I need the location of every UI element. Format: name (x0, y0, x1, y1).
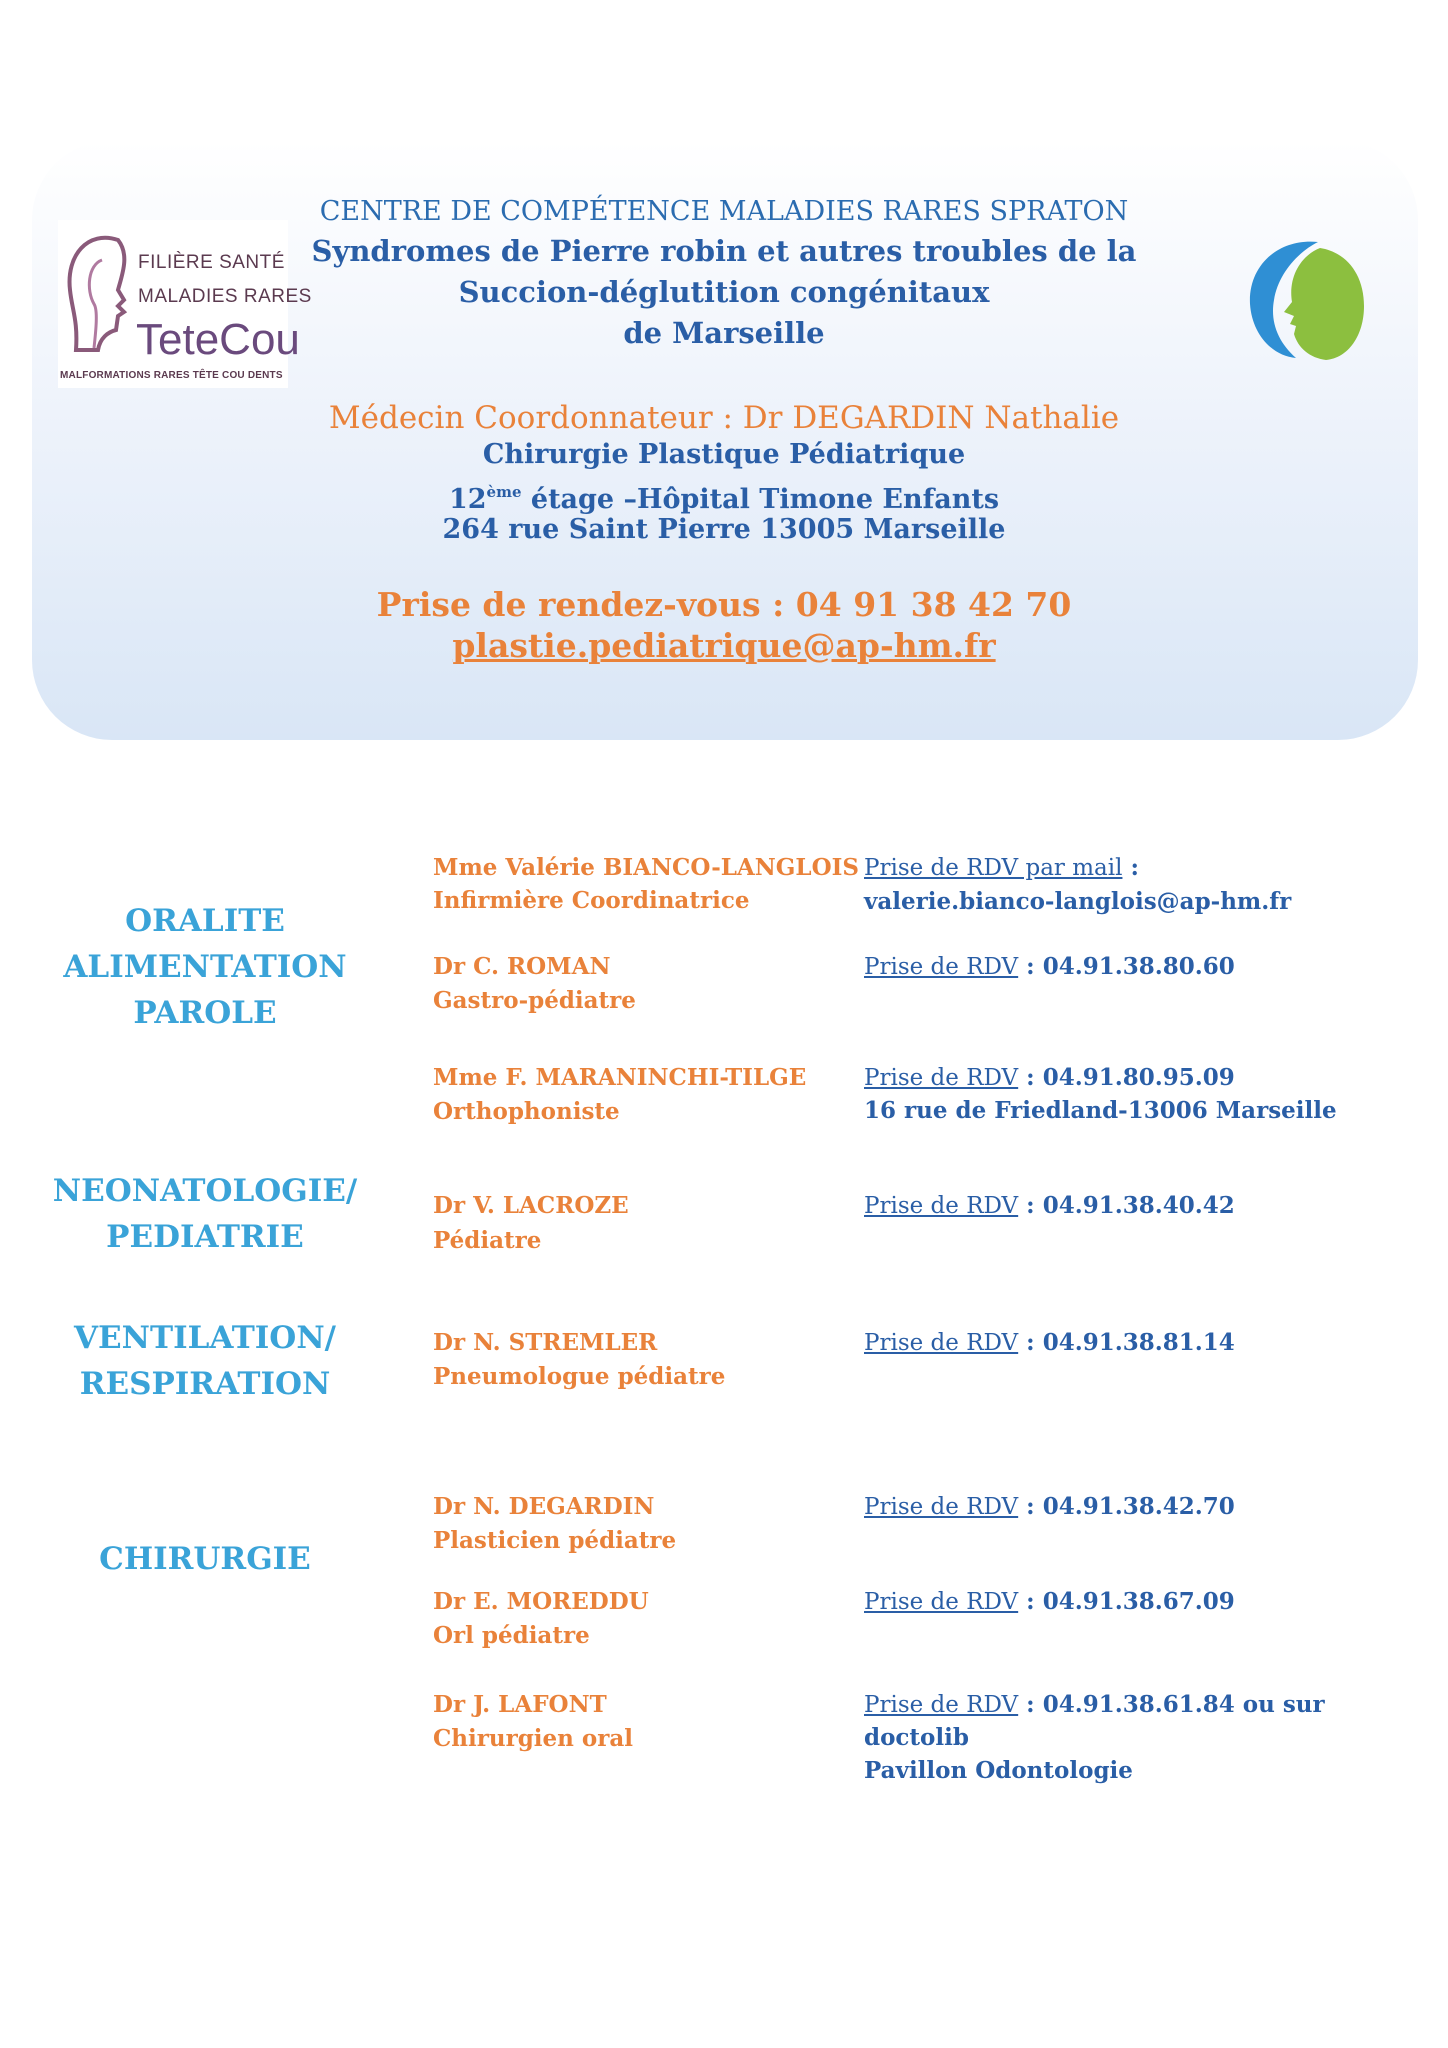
subtitle-line-1: Syndromes de Pierre robin et autres troubles de la (311, 234, 1137, 268)
contact-name: Mme F. MARANINCHI-TILGE (433, 1064, 807, 1091)
section-line: ALIMENTATION (63, 949, 347, 985)
subtitle-line-3: de Marseille (623, 316, 825, 350)
contact-info (864, 1689, 1325, 1721)
rdv-separator: : (1018, 1588, 1043, 1615)
section-line: VENTILATION/ (74, 1320, 336, 1356)
subtitle-line-2: Succion-déglutition congénitaux (458, 275, 990, 309)
section-ventilation (45, 1315, 365, 1407)
floor-superscript: ème (486, 483, 522, 501)
rdv-link[interactable]: Prise de RDV (864, 1692, 1019, 1718)
contact-role: Orl pédiatre (433, 1622, 590, 1649)
contact-role: Pneumologue pédiatre (433, 1363, 726, 1390)
contact-name: Dr V. LACROZE (433, 1192, 629, 1219)
contact-name: Mme Valérie BIANCO-LANGLOIS (433, 854, 859, 881)
contact-role: Infirmière Coordinatrice (433, 887, 750, 914)
contact-name: Dr N. DEGARDIN (433, 1493, 655, 1520)
rdv-phone: 04.91.80.95.09 (1042, 1064, 1235, 1091)
contact-info (864, 1190, 1235, 1222)
email-link[interactable]: plastie.pediatrique@ap-hm.fr (452, 626, 996, 665)
contact-name: Dr J. LAFONT (433, 1691, 607, 1718)
rdv-separator: : (1018, 1691, 1043, 1718)
rdv-link[interactable]: Prise de RDV (864, 1494, 1019, 1520)
department-line: Chirurgie Plastique Pédiatrique (482, 439, 966, 470)
contact-name: Dr C. ROMAN (433, 953, 611, 980)
logo-text-tetecou: TeteCou (136, 315, 300, 364)
coordinator-line: Médecin Coordonnateur : Dr DEGARDIN Nathalie (328, 400, 1120, 436)
rdv-phone: 04.91.38.61.84 ou sur (1042, 1691, 1325, 1718)
contact-info (864, 1491, 1235, 1523)
appointment-phone: Prise de rendez-vous : 04 91 38 42 70 (376, 585, 1072, 624)
rdv-separator: : (1122, 854, 1139, 881)
section-line: ORALITE (125, 903, 285, 939)
logo-text-tagline: MALFORMATIONS RARES TÊTE COU DENTS (60, 370, 283, 381)
section-line: PEDIATRIE (106, 1219, 304, 1255)
rdv-separator: : (1018, 1192, 1043, 1219)
section-line: NEONATOLOGIE/ (52, 1173, 358, 1209)
rdv-separator: : (1018, 1329, 1043, 1356)
section-chirurgie (45, 1536, 365, 1582)
rdv-phone: 04.91.38.42.70 (1042, 1493, 1235, 1520)
rdv-link[interactable]: Prise de RDV (864, 1065, 1019, 1091)
contact-role: Pédiatre (433, 1227, 542, 1254)
page-title: CENTRE DE COMPÉTENCE MALADIES RARES SPRATON (319, 196, 1129, 227)
contact-name: Dr E. MOREDDU (433, 1588, 649, 1615)
contact-role: Chirurgien oral (433, 1725, 634, 1752)
contact-role: Plasticien pédiatre (433, 1527, 677, 1554)
rdv-link[interactable]: Prise de RDV (864, 1193, 1019, 1219)
contact-info (864, 1586, 1235, 1618)
section-line: PAROLE (133, 995, 277, 1031)
rdv-link[interactable]: Prise de RDV par mail (864, 855, 1123, 881)
rdv-link[interactable]: Prise de RDV (864, 954, 1019, 980)
rdv-phone: 04.91.38.80.60 (1042, 953, 1235, 980)
rdv-separator: : (1018, 1064, 1043, 1091)
floor-number: 12 (448, 484, 487, 515)
contact-location: Pavillon Odontologie (864, 1757, 1133, 1784)
section-line: CHIRURGIE (99, 1541, 311, 1577)
contact-info (864, 852, 1139, 884)
contact-info (864, 951, 1235, 983)
section-line: RESPIRATION (79, 1366, 331, 1402)
contact-extra: doctolib (864, 1724, 969, 1751)
floor-text: étage –Hôpital Timone Enfants (521, 484, 1000, 515)
logo-text-filiere: FILIÈRE SANTÉ (138, 252, 285, 273)
logo-text-maladies: MALADIES RARES (138, 286, 312, 307)
contact-info (864, 1062, 1235, 1094)
contact-name: Dr N. STREMLER (433, 1329, 658, 1356)
rdv-separator: : (1018, 953, 1043, 980)
contact-email[interactable]: valerie.bianco-langlois@ap-hm.fr (864, 888, 1292, 915)
section-neonatologie (45, 1168, 365, 1260)
section-oralite (45, 898, 365, 1036)
rdv-link[interactable]: Prise de RDV (864, 1330, 1019, 1356)
rdv-phone: 04.91.38.81.14 (1042, 1329, 1235, 1356)
address-line: 264 rue Saint Pierre 13005 Marseille (442, 514, 1006, 545)
rdv-link[interactable]: Prise de RDV (864, 1589, 1019, 1615)
contact-role: Orthophoniste (433, 1098, 620, 1125)
rdv-phone: 04.91.38.67.09 (1042, 1588, 1235, 1615)
contact-info (864, 1327, 1235, 1359)
rdv-phone: 04.91.38.40.42 (1042, 1192, 1235, 1219)
contact-address: 16 rue de Friedland-13006 Marseille (864, 1097, 1337, 1124)
rdv-separator: : (1018, 1493, 1043, 1520)
contact-role: Gastro-pédiatre (433, 987, 636, 1014)
